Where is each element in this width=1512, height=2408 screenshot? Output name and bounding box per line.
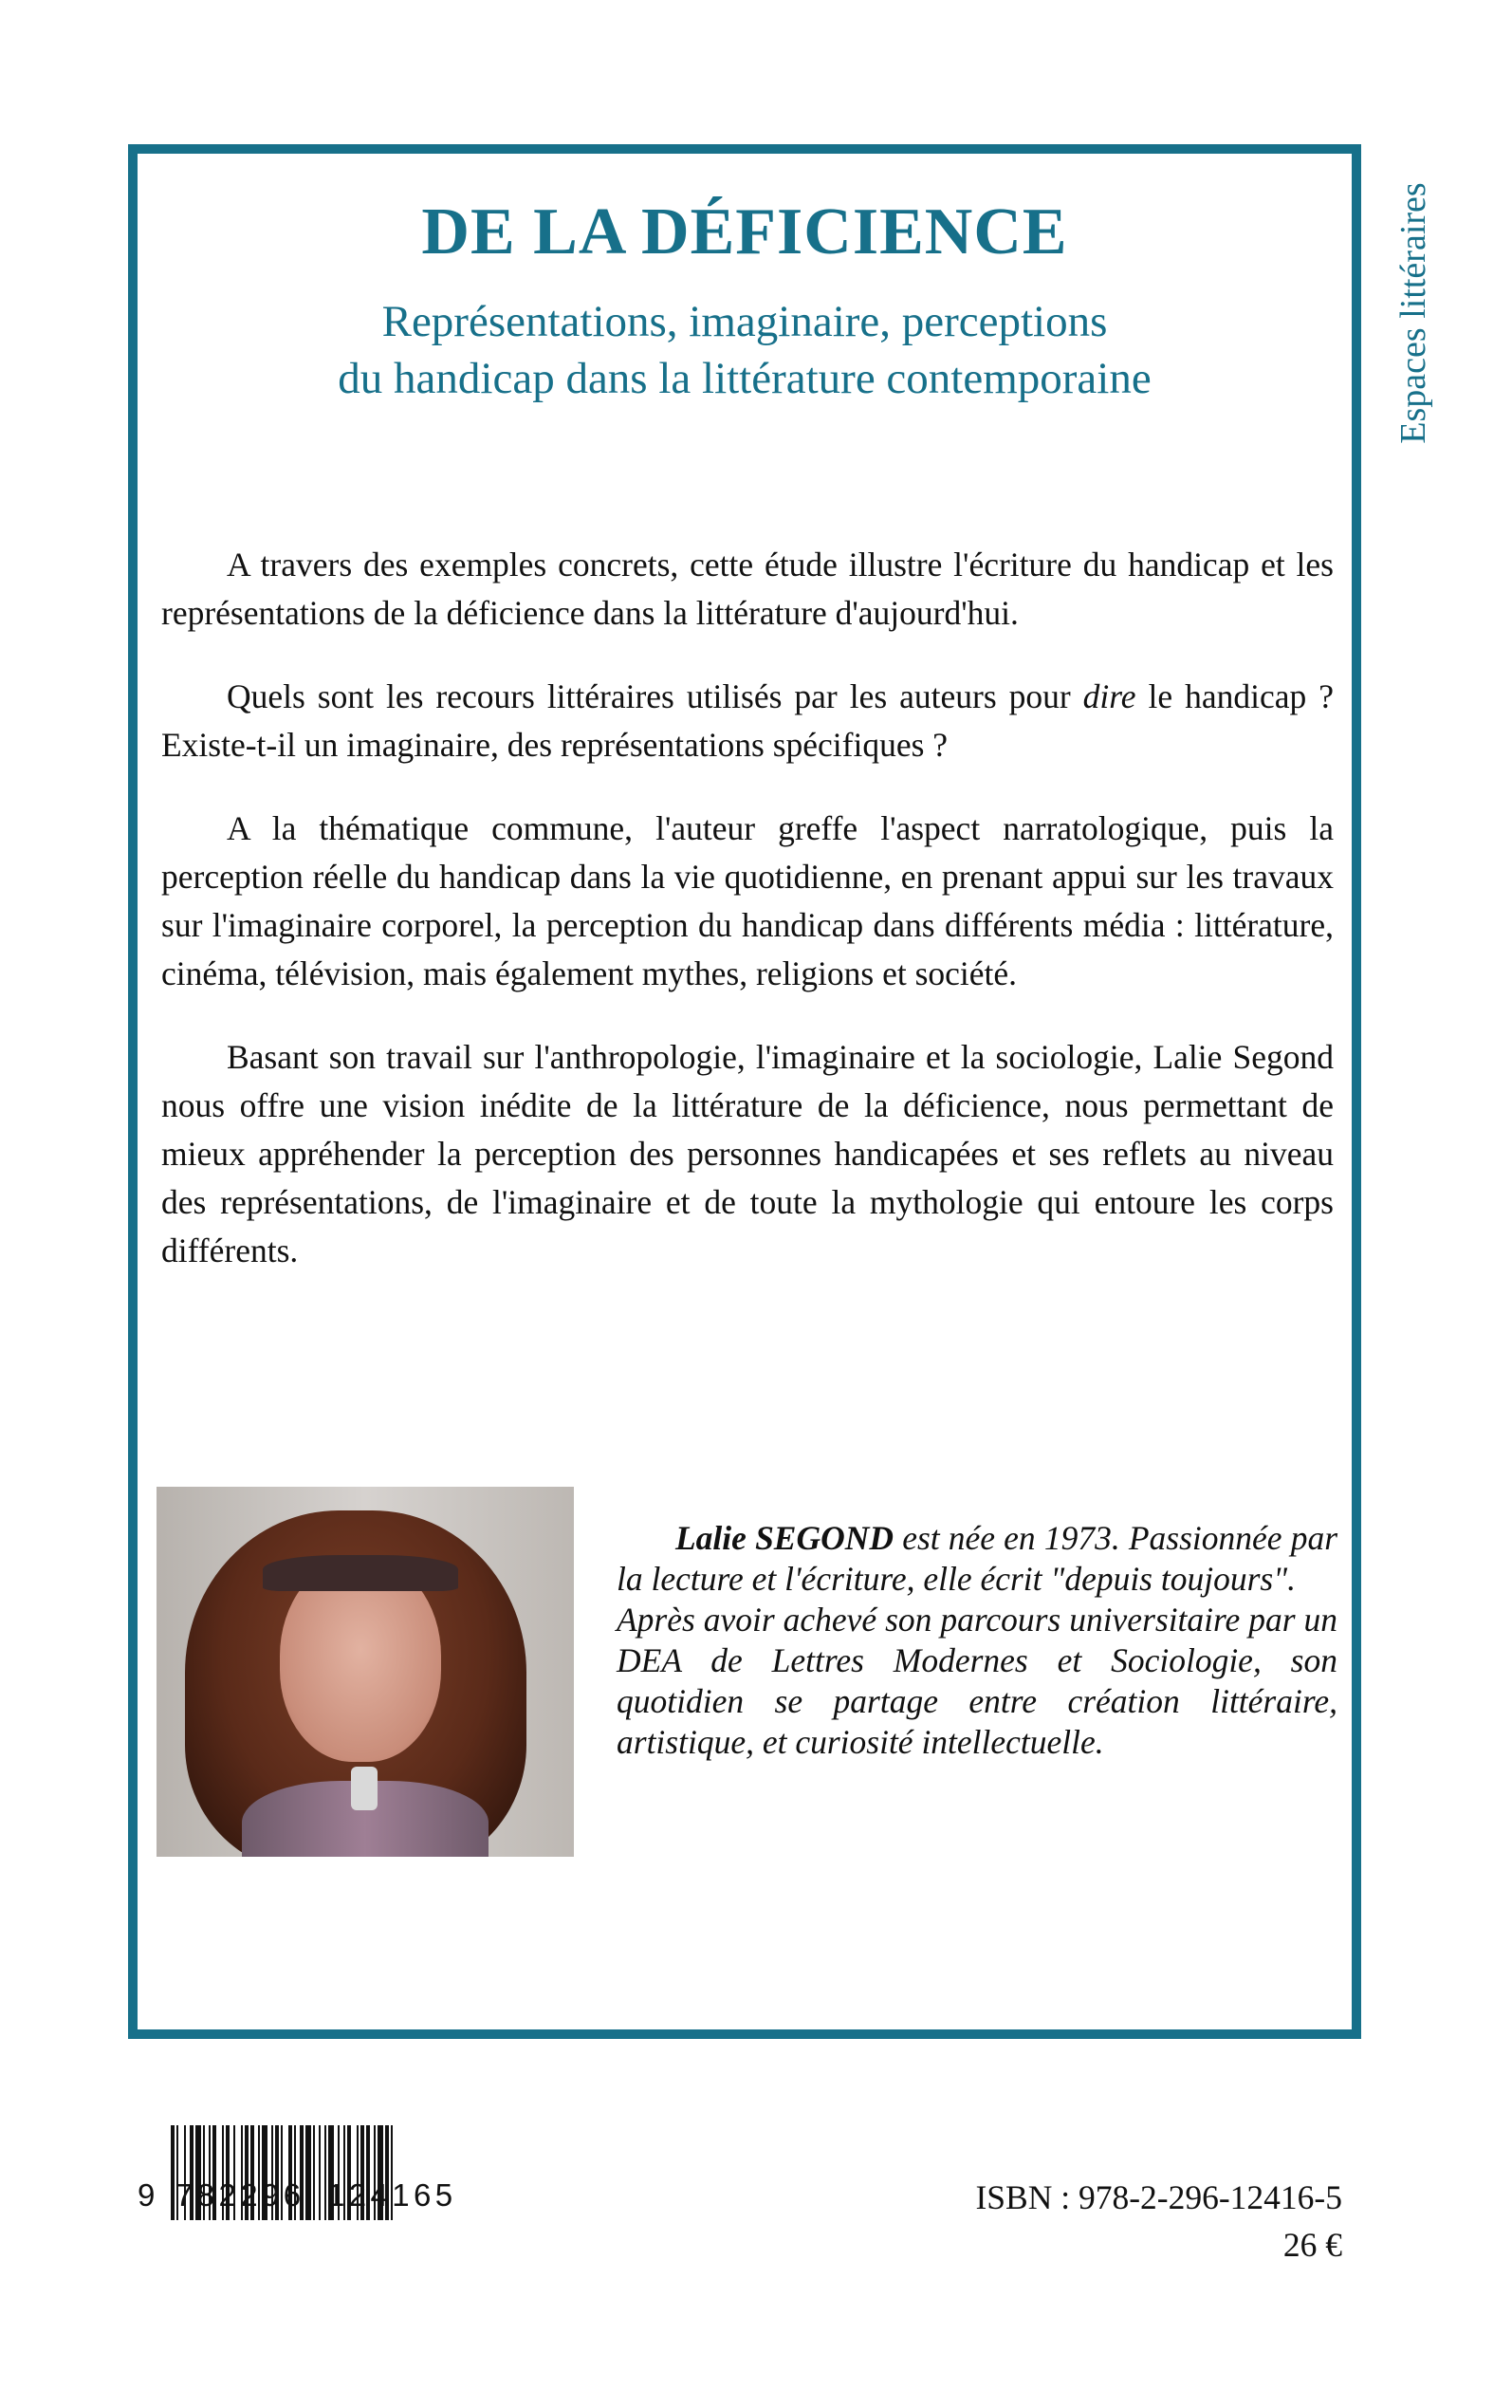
subtitle-line-2: du handicap dans la littérature contemporaine [338, 354, 1152, 403]
paragraph-2-end: le handicap ? Existe-t-il un imaginaire, des représentations spécifiques ? [161, 677, 1334, 764]
barcode-bar [171, 2125, 175, 2220]
barcode-bar [313, 2125, 315, 2220]
series-text: Espaces littéraires [1393, 182, 1433, 444]
isbn: ISBN : 978-2-296-12416-5 [975, 2178, 1342, 2216]
bio-paragraph-1 [617, 1518, 1337, 1600]
price: 26 € [1282, 2226, 1342, 2264]
author-bio [617, 1518, 1337, 1763]
barcode-group-1: 782296 [175, 2177, 305, 2213]
author-name: Lalie SEGOND [675, 1519, 894, 1557]
barcode-bar [319, 2125, 321, 2220]
paragraph-3: A la thématique commune, l'auteur greffe l'aspect narratologique, puis la perception réelle du handicap dans la vie quotidienne, en prenant appui sur les travaux sur l'imaginaire corporel, la perception du handicap dans différents média : littérature, cinéma, télévision, mais également mythes, religions et société. [161, 809, 1334, 992]
book-title: DE LA DÉFICIENCE [421, 195, 1068, 269]
paragraph-2 [161, 673, 1334, 769]
paragraph-4: Basant son travail sur l'anthropologie, l'imaginaire et la sociologie, Lalie Segond nous offre une vision inédite de la littérature de la déficience, nous permettant de mieux appréhender la perception des personnes handicapées et ses reflets au niveau des représentations, de l'imaginaire et de toute la mythologie qui entoure les corps différents. [161, 1038, 1334, 1269]
barcode-bar [324, 2125, 326, 2220]
blurb [161, 541, 1334, 1310]
bio-paragraph-2: Après avoir achevé son parcours universitaire par un DEA de Lettres Modernes et Sociologie, son quotidien se partage entre création littéraire, artistique, et curiosité intellectuelle. [617, 1601, 1337, 1761]
paragraph-2-start: Quels sont les recours littéraires utilisés par les auteurs pour [227, 677, 1083, 715]
subtitle-line-1: Représentations, imaginaire, perceptions [381, 297, 1108, 346]
series-label [1385, 142, 1442, 484]
author-photo [157, 1487, 574, 1857]
barcode-first-digit: 9 [138, 2177, 159, 2213]
paragraph-2-emphasis: dire [1082, 677, 1136, 715]
barcode-bar [305, 2125, 311, 2220]
barcode-group-2: 124165 [327, 2177, 457, 2213]
bio-line-1: est née en 1973. Passionnée par la lecture et l'écriture, elle écrit "depuis toujours". [617, 1519, 1338, 1598]
paragraph-1: A travers des exemples concrets, cette étude illustre l'écriture du handicap et les représentations de la déficience dans la littérature d'aujourd'hui. [161, 546, 1334, 632]
